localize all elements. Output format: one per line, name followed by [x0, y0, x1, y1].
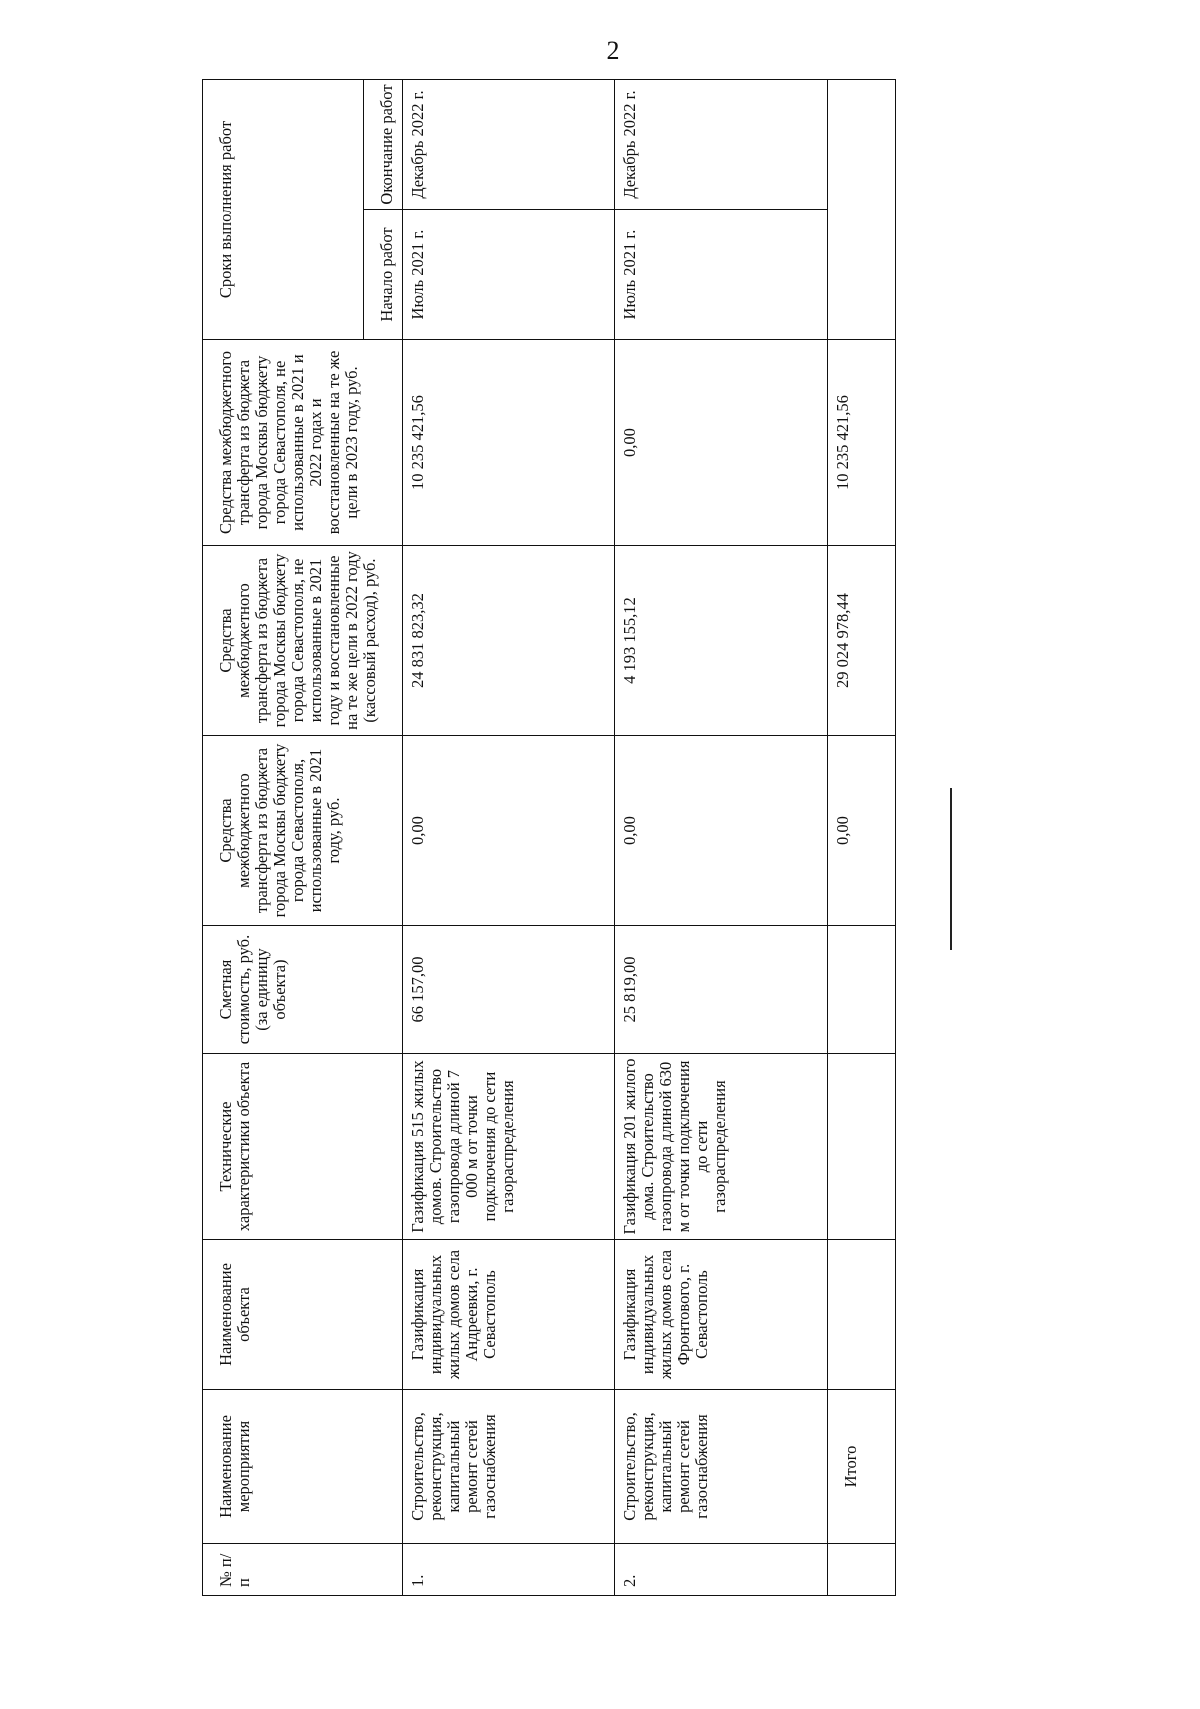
total-restored-2022: 29 024 978,44 — [827, 546, 895, 736]
header-tech: Технические характеристики объекта — [203, 1054, 403, 1240]
row-event: Строительство, реконструкция, капитальный ремонт сетей газоснабжения — [403, 1390, 615, 1544]
header-cost: Сметная стоимость, руб. (за единицу объекта) — [203, 926, 403, 1054]
header-start: Начало работ — [364, 210, 403, 340]
table-row — [403, 79, 615, 1595]
header-deadlines: Сроки выполнения работ — [203, 79, 364, 339]
header-used-2021: Средства межбюджетного трансферта из бюджета города Москвы бюджету города Севастополя, использованные в 2021 году, руб. — [203, 736, 403, 926]
total-cost-empty — [827, 926, 895, 1054]
row-restored-2023: 0,00 — [615, 340, 827, 546]
row-start: Июль 2021 г. — [615, 210, 827, 340]
header-event: Наименование мероприятия — [203, 1390, 403, 1544]
row-start: Июль 2021 г. — [403, 210, 615, 340]
row-cost: 25 819,00 — [615, 926, 827, 1054]
total-used-2021: 0,00 — [827, 736, 895, 926]
row-object: Газификация индивидуальных жилых домов села Андреевки, г. Севастополь — [403, 1240, 615, 1390]
header-row — [203, 79, 364, 1595]
row-end: Декабрь 2022 г. — [615, 79, 827, 209]
row-num: 1. — [403, 1544, 615, 1596]
total-restored-2023: 10 235 421,56 — [827, 340, 895, 546]
row-tech: Газификация 515 жилых домов. Строительство газопровода длиной 7 000 м от точки подключения до сети газораспределения — [403, 1054, 615, 1240]
total-object-empty — [827, 1240, 895, 1390]
header-restored-2023: Средства межбюджетного трансферта из бюджета города Москвы бюджету города Севастополя, не использованные в 2021 и 2022 годах и восстановленные на те же цели в 2023 году, руб. — [203, 340, 403, 546]
header-end: Окончание работ — [364, 79, 403, 209]
total-deadlines-empty — [827, 79, 895, 339]
row-restored-2022: 24 831 823,32 — [403, 546, 615, 736]
row-tech: Газификация 201 жилого дома. Строительство газопровода длиной 630 м от точки подключения до сети газораспределения — [615, 1054, 827, 1240]
row-used-2021: 0,00 — [403, 736, 615, 926]
signature-line — [950, 788, 952, 950]
header-object: Наименование объекта — [203, 1240, 403, 1390]
row-end: Декабрь 2022 г. — [403, 79, 615, 209]
total-label: Итого — [827, 1390, 895, 1544]
rotated-table-wrapper — [202, 80, 896, 1596]
total-num-empty — [827, 1544, 895, 1596]
header-num: № п/п — [203, 1544, 403, 1596]
funding-table — [202, 79, 896, 1596]
row-cost: 66 157,00 — [403, 926, 615, 1054]
row-restored-2022: 4 193 155,12 — [615, 546, 827, 736]
table-row — [615, 79, 827, 1595]
row-object: Газификация индивидуальных жилых домов села Фронтового, г. Севастополь — [615, 1240, 827, 1390]
total-row — [827, 79, 895, 1595]
row-event: Строительство, реконструкция, капитальный ремонт сетей газоснабжения — [615, 1390, 827, 1544]
total-tech-empty — [827, 1054, 895, 1240]
row-num: 2. — [615, 1544, 827, 1596]
row-used-2021: 0,00 — [615, 736, 827, 926]
page-number: 2 — [606, 36, 620, 65]
header-restored-2022: Средства межбюджетного трансферта из бюджета города Москвы бюджету города Севастополя, не использованные в 2021 году и восстановленные на те же цели в 2022 году (кассовый расход), руб. — [203, 546, 403, 736]
row-restored-2023: 10 235 421,56 — [403, 340, 615, 546]
